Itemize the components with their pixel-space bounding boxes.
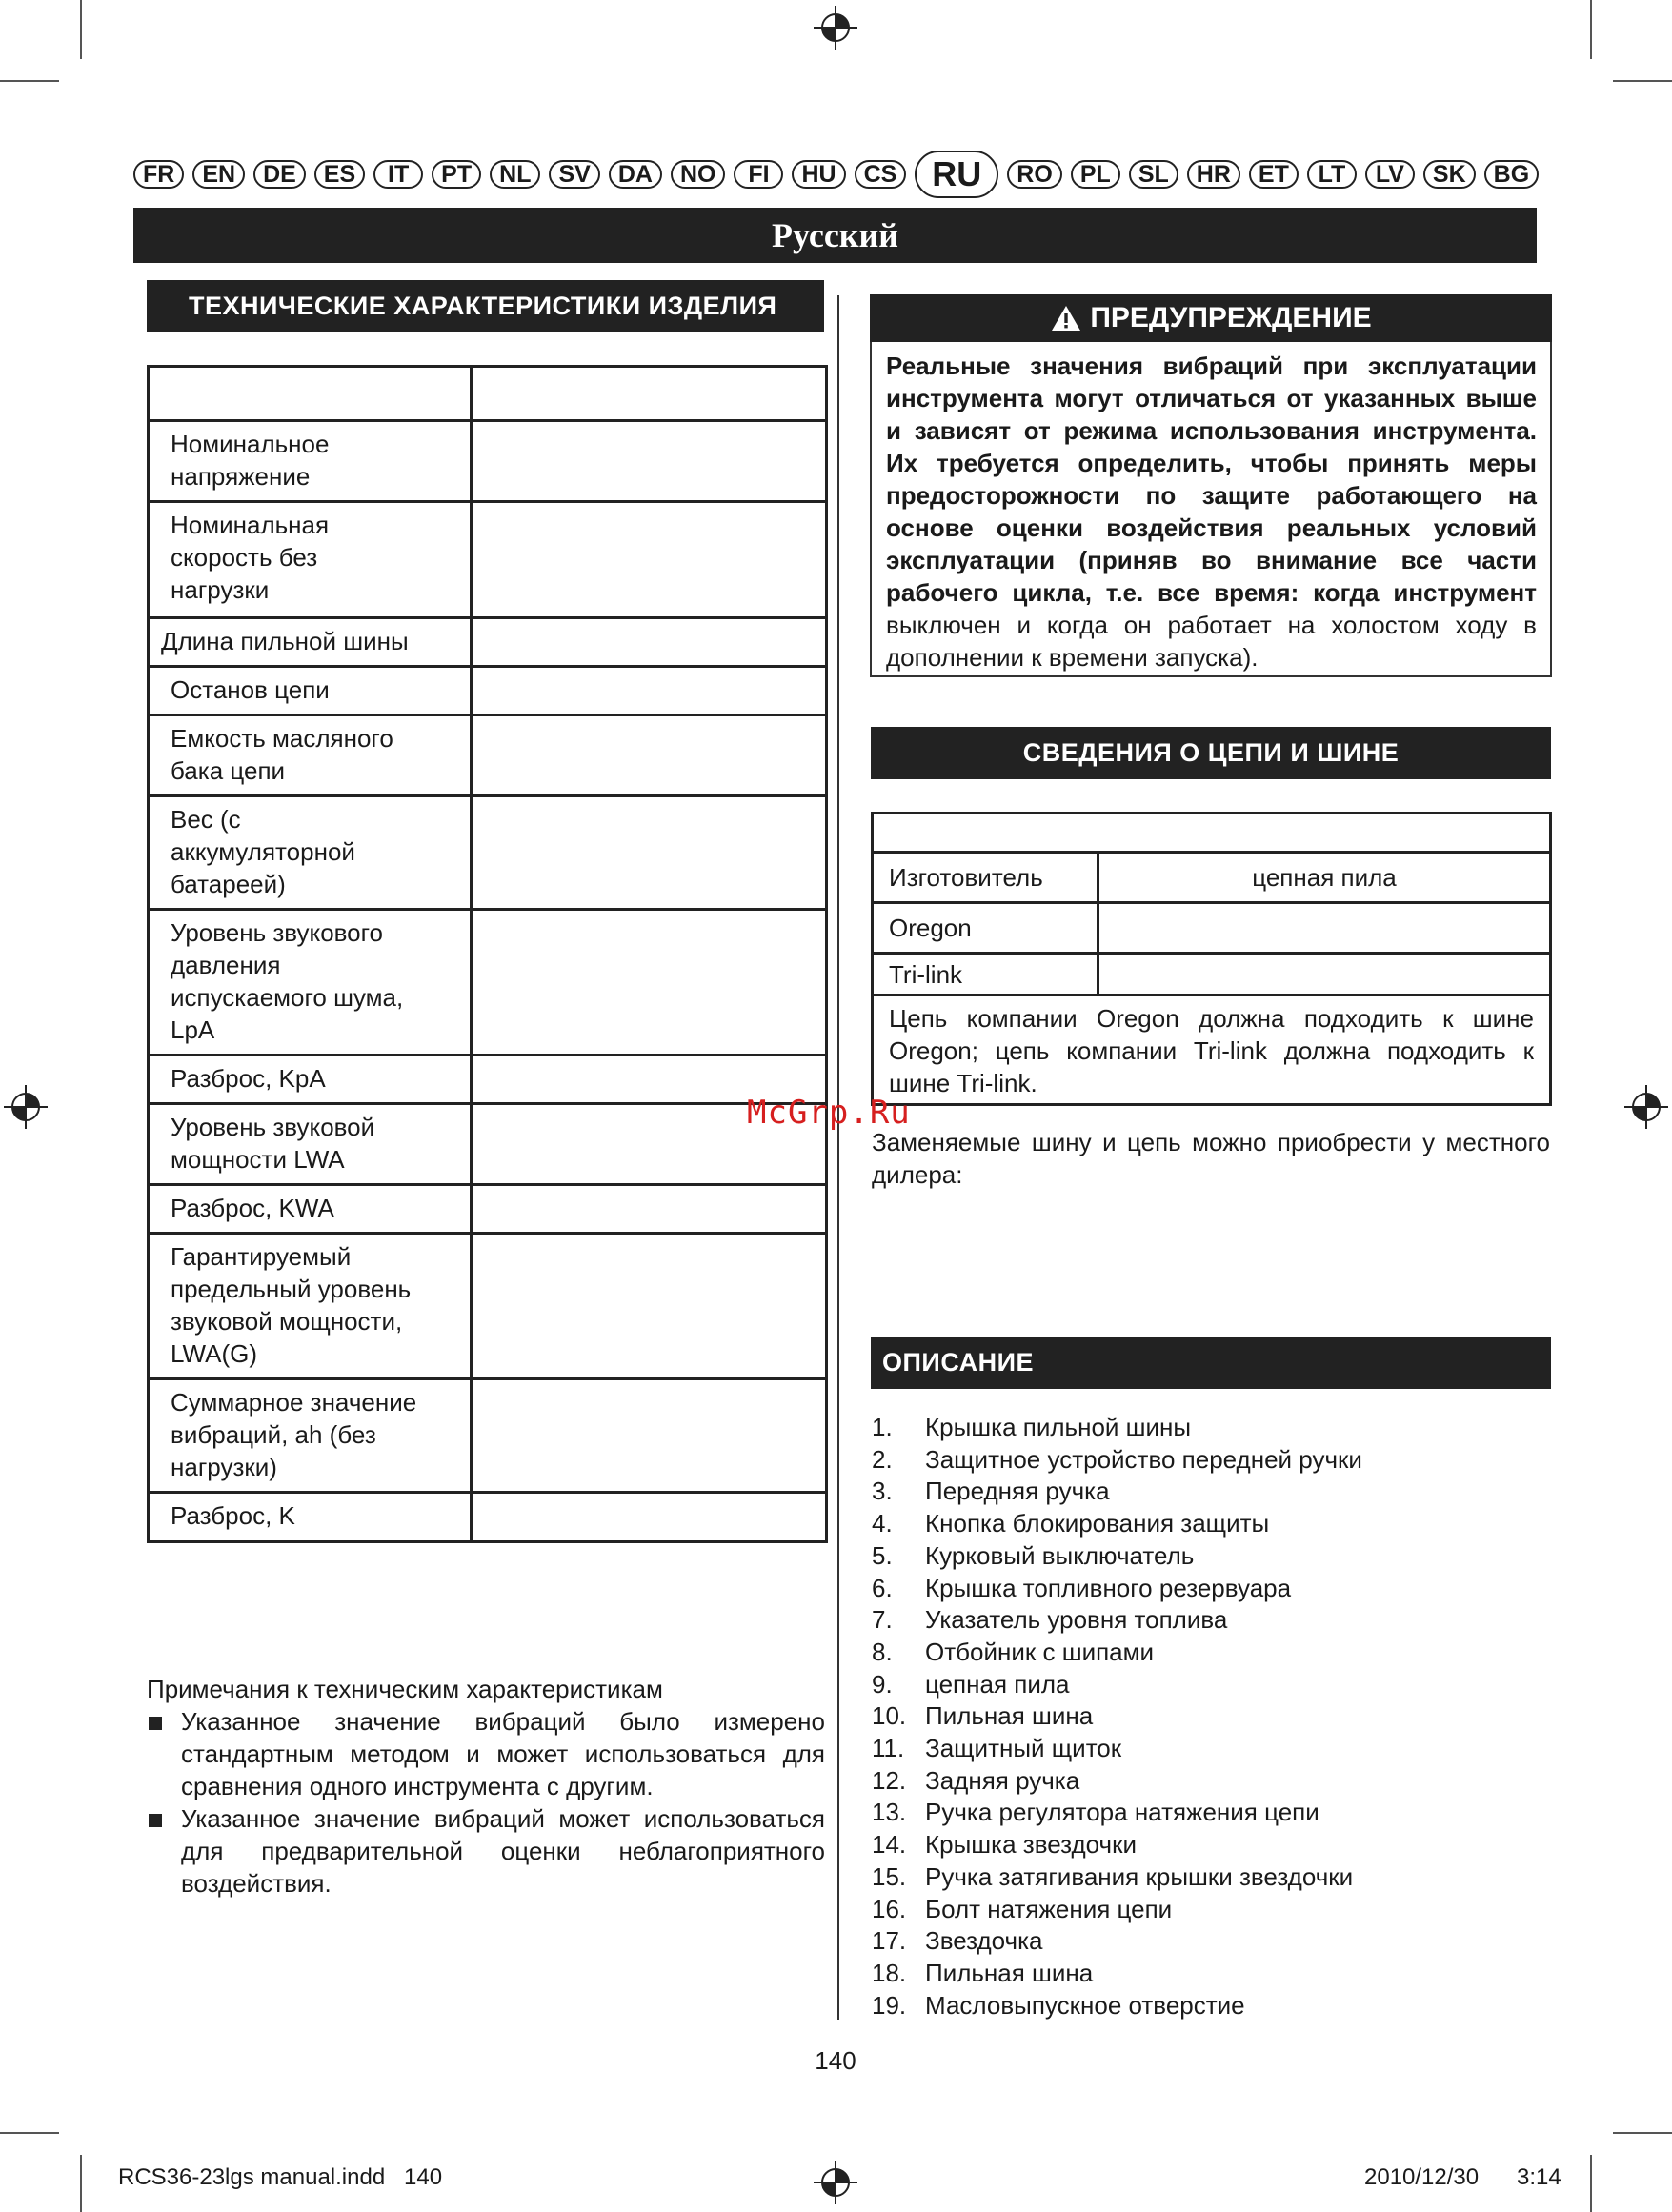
spec-label-line: Разброс, K — [171, 1501, 295, 1530]
list-item — [872, 1797, 1362, 1829]
list-item-label: Крышка пильной шины — [925, 1413, 1192, 1441]
language-pill-sv[interactable]: SV — [549, 160, 599, 189]
crop-mark — [80, 0, 82, 59]
table-row — [873, 954, 1551, 995]
spec-value-cell — [472, 618, 827, 667]
footer-page: 140 — [404, 2164, 443, 2190]
language-pill-nl[interactable]: NL — [490, 160, 540, 189]
language-pill-et[interactable]: ET — [1249, 160, 1299, 189]
table-row — [149, 421, 827, 502]
table-row — [149, 715, 827, 796]
registration-mark-icon — [4, 1085, 48, 1129]
list-item-label: Ручка регулятора натяжения цепи — [925, 1798, 1319, 1827]
language-pill-da[interactable]: DA — [609, 160, 662, 189]
spec-label-line: скорость без — [171, 543, 318, 572]
dealer-text: Заменяемые шину и цепь можно приобрести у местного дилера: — [872, 1128, 1550, 1189]
spec-value-cell — [472, 1234, 827, 1379]
list-item-label: Курковый выключатель — [925, 1540, 1195, 1570]
spec-label-line: нагрузки) — [171, 1453, 277, 1481]
language-selector — [133, 151, 1547, 198]
crop-mark — [0, 80, 59, 82]
list-item-label: Болт натяжения цепи — [925, 1894, 1173, 1923]
language-pill-lt[interactable]: LT — [1307, 160, 1357, 189]
warning-heading — [870, 294, 1552, 342]
spec-label-line: нагрузки — [171, 575, 270, 604]
registration-mark-icon — [814, 6, 857, 50]
spec-value-cell — [472, 1185, 827, 1234]
warning-triangle-icon — [1050, 304, 1082, 332]
list-item-number: 18. — [872, 1958, 907, 1987]
chain-note: Цепь компании Oregon должна подходить к шине Oregon; цепь компании Tri-link должна подходить к шине Tri-link. — [873, 995, 1551, 1105]
table-cell — [472, 367, 827, 421]
list-item-label: Крышка топливного резервуара — [925, 1573, 1292, 1602]
description-heading: ОПИСАНИЕ — [871, 1337, 1551, 1389]
list-item-number: 2. — [872, 1444, 893, 1474]
spec-label-line: LpA — [171, 1016, 215, 1044]
spec-label-line: звуковой мощности, — [171, 1307, 403, 1336]
warning-text-bold: Реальные значения вибраций при эксплуатации инструмента могут отличаться от указанных выше и зависят от режима использования инструмента. Их требуется определить, чтобы принять меры предосторожности по защите работающего на основе оценки воздействия реальных условий эксплуатации (приняв во внимание все части рабочего цикла, т.е. все время: когда инструмент — [886, 352, 1537, 607]
spec-label-cell — [149, 1379, 472, 1493]
table-row — [149, 1234, 827, 1379]
spec-label-line: Разброс, KWA — [171, 1194, 334, 1222]
chain-table — [871, 812, 1552, 1106]
spec-label-line: Номинальная — [171, 511, 330, 539]
chain-value-cell — [1098, 954, 1551, 995]
specs-heading: ТЕХНИЧЕСКИЕ ХАРАКТЕРИСТИКИ ИЗДЕЛИЯ — [147, 280, 824, 332]
spec-label-cell — [149, 502, 472, 618]
note-text: Указанное значение вибраций было измерено стандартным методом и может использоваться для сравнения одного инструмента с другим. — [181, 1707, 825, 1800]
list-item — [872, 1444, 1362, 1477]
list-item — [872, 1637, 1362, 1669]
spec-label-line: бака цепи — [171, 756, 286, 785]
language-pill-cs[interactable]: CS — [855, 160, 907, 189]
list-item — [872, 1540, 1362, 1573]
chain-table-header-row — [873, 814, 1551, 853]
list-item — [872, 1733, 1362, 1765]
spec-label-line: давления — [171, 951, 281, 979]
list-item — [872, 1700, 1362, 1733]
note-text: Указанное значение вибраций может использоваться для предварительной оценки неблагоприятного воздействия. — [181, 1804, 825, 1898]
list-item — [872, 1765, 1362, 1798]
spec-label-line: Вес (с — [171, 805, 241, 834]
table-row — [149, 1379, 827, 1493]
list-item-label: цепная пила — [925, 1669, 1070, 1699]
spec-label-line: Длина пильной шины — [161, 627, 409, 655]
list-item-label: Передняя ручка — [925, 1477, 1110, 1506]
spec-label-line: испускаемого шума, — [171, 983, 404, 1012]
language-pill-hr[interactable]: HR — [1187, 160, 1240, 189]
table-row — [149, 1056, 827, 1104]
language-pill-pt[interactable]: PT — [432, 160, 481, 189]
list-item-number: 3. — [872, 1477, 893, 1506]
table-row — [149, 796, 827, 910]
language-pill-lv[interactable]: LV — [1365, 160, 1415, 189]
spec-label-cell — [149, 421, 472, 502]
specs-table-header-row — [149, 367, 827, 421]
list-item — [147, 1705, 825, 1802]
list-item-number: 6. — [872, 1573, 893, 1602]
table-row — [149, 1104, 827, 1185]
chain-label-cell: Tri-link — [873, 954, 1098, 995]
language-pill-es[interactable]: ES — [314, 160, 365, 189]
table-row — [873, 995, 1551, 1105]
spec-label-line: Суммарное значение — [171, 1388, 417, 1417]
footer-date: 2010/12/30 — [1364, 2164, 1480, 2190]
language-pill-en[interactable]: EN — [192, 160, 245, 189]
spec-label-line: Разброс, KpA — [171, 1064, 326, 1093]
crop-mark — [80, 2155, 82, 2212]
list-item-number: 9. — [872, 1669, 893, 1699]
registration-mark-icon — [814, 2161, 857, 2204]
crop-mark — [1590, 0, 1592, 59]
list-item — [872, 1958, 1362, 1990]
list-item — [872, 1573, 1362, 1605]
list-item-number: 14. — [872, 1830, 907, 1860]
crop-mark — [1613, 2132, 1672, 2134]
spec-label-cell — [149, 618, 472, 667]
chain-label-cell: Изготовитель — [873, 853, 1098, 903]
language-pill-fi[interactable]: FI — [734, 160, 783, 189]
warning-title: ПРЕДУПРЕЖДЕНИЕ — [1090, 302, 1372, 333]
list-item — [147, 1802, 825, 1900]
crop-mark — [1590, 2155, 1592, 2212]
spec-label-cell — [149, 667, 472, 715]
list-item-label: Пильная шина — [925, 1701, 1094, 1731]
list-item-number: 15. — [872, 1861, 907, 1891]
list-item-label: Задняя ручка — [925, 1765, 1080, 1795]
spec-label-line: Уровень звуковой — [171, 1113, 375, 1141]
language-pill-ru[interactable]: RU — [915, 151, 998, 198]
language-pill-sl[interactable]: SL — [1129, 160, 1178, 189]
table-row — [873, 853, 1551, 903]
list-item — [872, 1476, 1362, 1508]
list-item-label: Защитный щиток — [925, 1734, 1122, 1763]
spec-label-line: мощности LWA — [171, 1145, 345, 1174]
table-row — [149, 502, 827, 618]
spec-label-line: Останов цепи — [171, 675, 330, 704]
table-row — [149, 667, 827, 715]
notes-title: Примечания к техническим характеристикам — [147, 1675, 663, 1703]
spec-value-cell — [472, 421, 827, 502]
crop-mark — [0, 2132, 59, 2134]
watermark: McGrp.Ru — [747, 1094, 911, 1132]
spec-label-line: аккумуляторной — [171, 837, 355, 866]
spec-label-cell — [149, 1493, 472, 1542]
spec-label-line: Номинальное — [171, 430, 330, 458]
language-pill-de[interactable]: DE — [253, 160, 306, 189]
spec-label-cell — [149, 1104, 472, 1185]
language-pill-hu[interactable]: HU — [792, 160, 845, 189]
list-item — [872, 1508, 1362, 1540]
list-item-number: 7. — [872, 1605, 893, 1635]
list-item-number: 10. — [872, 1701, 907, 1731]
spec-label-cell — [149, 715, 472, 796]
spec-label-line: LWA(G) — [171, 1339, 257, 1368]
crop-mark — [1613, 80, 1672, 82]
list-item — [872, 1925, 1362, 1958]
list-item — [872, 1412, 1362, 1444]
list-item-label: Кнопка блокирования защиты — [925, 1509, 1270, 1538]
spec-value-cell — [472, 796, 827, 910]
language-pill-it[interactable]: IT — [373, 160, 423, 189]
chain-value-cell: цепная пила — [1098, 853, 1551, 903]
table-cell — [873, 814, 1551, 853]
warning-text-normal: выключен и когда он работает на холостом ходу в дополнении к времени запуска). — [886, 611, 1537, 672]
list-item-label: Ручка затягивания крышки звездочки — [925, 1861, 1354, 1891]
language-pill-fr[interactable]: FR — [133, 160, 184, 189]
list-item-number: 19. — [872, 1990, 907, 2020]
spec-label-cell — [149, 1056, 472, 1104]
chain-heading: СВЕДЕНИЯ О ЦЕПИ И ШИНЕ — [871, 727, 1551, 779]
footer-time: 3:14 — [1517, 2164, 1561, 2190]
language-pill-no[interactable]: NO — [671, 160, 726, 189]
table-row — [149, 910, 827, 1056]
spec-label-line: Уровень звукового — [171, 918, 384, 947]
list-item — [872, 1604, 1362, 1637]
spec-value-cell — [472, 1379, 827, 1493]
table-row — [149, 618, 827, 667]
list-item-number: 13. — [872, 1798, 907, 1827]
spec-value-cell — [472, 667, 827, 715]
spec-label-line: предельный уровень — [171, 1275, 412, 1303]
spec-label-cell — [149, 1234, 472, 1379]
description-list — [872, 1412, 1362, 2021]
table-row — [149, 1185, 827, 1234]
spec-value-cell — [472, 715, 827, 796]
spec-label-cell — [149, 910, 472, 1056]
list-item-label: Указатель уровня топлива — [925, 1605, 1228, 1635]
list-item — [872, 1861, 1362, 1894]
list-item-label: Пильная шина — [925, 1958, 1094, 1987]
list-item-number: 12. — [872, 1765, 907, 1795]
list-item-number: 16. — [872, 1894, 907, 1923]
language-pill-pl[interactable]: PL — [1071, 160, 1120, 189]
list-item-label: Звездочка — [925, 1926, 1043, 1956]
list-item — [872, 1894, 1362, 1926]
list-item — [872, 1990, 1362, 2022]
list-item-number: 4. — [872, 1509, 893, 1538]
chain-value-cell — [1098, 903, 1551, 954]
table-row — [873, 903, 1551, 954]
spec-label-line: Гарантируемый — [171, 1242, 352, 1271]
spec-label-cell — [149, 796, 472, 910]
list-item — [872, 1829, 1362, 1861]
specs-table — [147, 365, 828, 1543]
warning-text — [886, 350, 1537, 674]
table-row — [149, 1493, 827, 1542]
list-item-number: 17. — [872, 1926, 907, 1956]
language-pill-ro[interactable]: RO — [1007, 160, 1062, 189]
spec-label-cell — [149, 1185, 472, 1234]
table-cell — [149, 367, 472, 421]
registration-mark-icon — [1624, 1085, 1668, 1129]
list-item — [872, 1669, 1362, 1701]
spec-label-line: напряжение — [171, 462, 311, 491]
language-pill-bg[interactable]: BG — [1484, 160, 1540, 189]
spec-value-cell — [472, 1493, 827, 1542]
column-divider — [837, 295, 839, 2020]
list-item-label: Отбойник с шипами — [925, 1637, 1155, 1666]
list-item-label: Защитное устройство передней ручки — [925, 1444, 1362, 1474]
list-item-label: Крышка звездочки — [925, 1830, 1137, 1860]
spec-value-cell — [472, 502, 827, 618]
footer-file: RCS36-23lgs manual.indd — [118, 2164, 386, 2190]
language-pill-sk[interactable]: SK — [1423, 160, 1476, 189]
bullet-square-icon — [149, 1717, 162, 1730]
list-item-number: 5. — [872, 1540, 893, 1570]
bullet-square-icon — [149, 1814, 162, 1827]
page-number-text: 140 — [815, 2046, 856, 2075]
list-item-number: 8. — [872, 1637, 893, 1666]
chain-label-cell: Oregon — [873, 903, 1098, 954]
page-title: Русский — [133, 208, 1537, 263]
spec-label-line: вибраций, ah (без — [171, 1420, 376, 1449]
spec-value-cell — [472, 910, 827, 1056]
list-item-number: 11. — [872, 1734, 905, 1763]
list-item-label: Масловыпускное отверстие — [925, 1990, 1245, 2020]
spec-label-line: Емкость масляного — [171, 724, 393, 753]
notes-list — [147, 1705, 825, 1900]
spec-label-line: батареей) — [171, 870, 286, 898]
list-item-number: 1. — [872, 1413, 893, 1441]
